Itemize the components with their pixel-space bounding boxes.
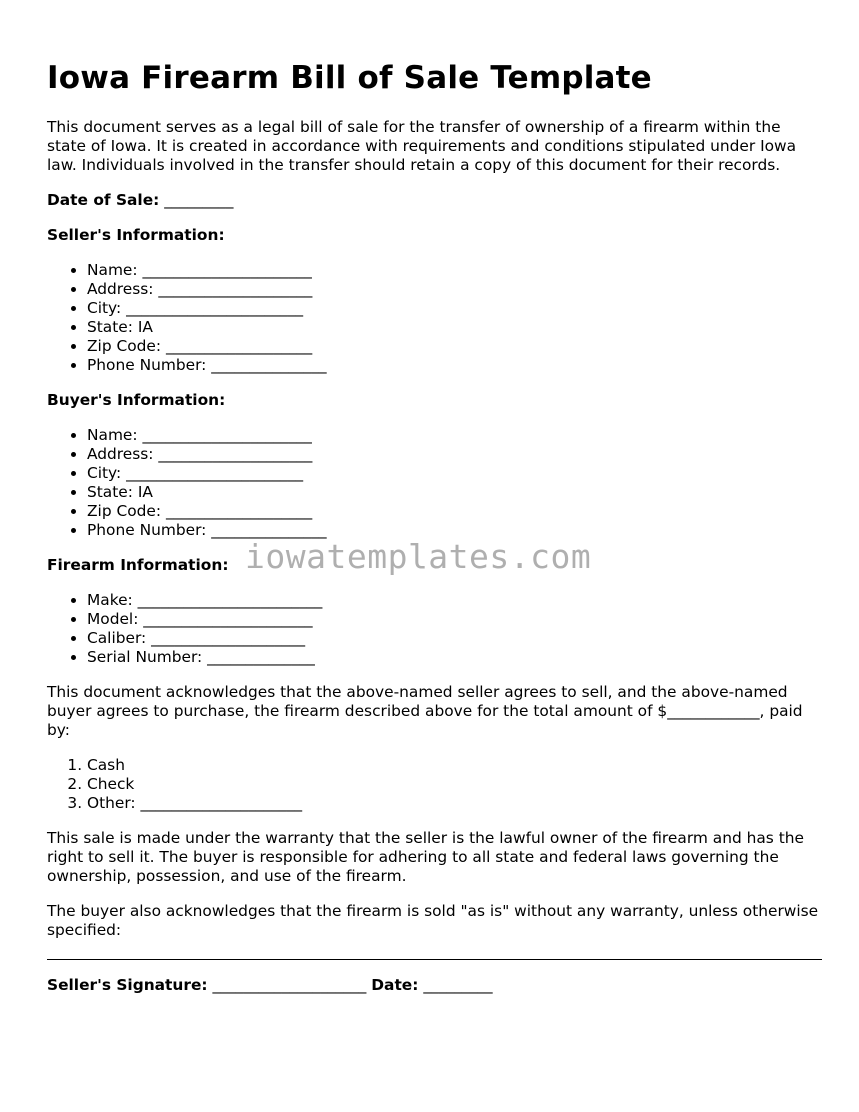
list-item: • State: IA xyxy=(87,483,822,502)
seller-info-list xyxy=(47,261,822,375)
list-item: • Name: ______________________ xyxy=(87,261,822,280)
date-of-sale-blank: _________ xyxy=(164,191,234,209)
buyer-info-list xyxy=(47,426,822,540)
firearm-info-list xyxy=(47,591,822,667)
list-item: • Address: ____________________ xyxy=(87,445,822,464)
document-title: Iowa Firearm Bill of Sale Template xyxy=(47,60,652,96)
acknowledgement-paragraph: This document acknowledges that the above-named seller agrees to sell, and the above-named buyer agrees to purchase, the firearm described above for the total amount of $____________, paid by: xyxy=(47,683,803,739)
signature-line xyxy=(47,976,822,995)
signature-date-label: Date: xyxy=(371,976,419,994)
date-of-sale-label: Date of Sale: xyxy=(47,191,160,209)
payment-methods-list xyxy=(47,756,822,813)
list-item: • Model: ______________________ xyxy=(87,610,822,629)
list-item: 2. Check xyxy=(87,775,822,794)
list-item: • Zip Code: ___________________ xyxy=(87,502,822,521)
horizontal-rule xyxy=(47,959,822,960)
list-item: • City: _______________________ xyxy=(87,464,822,483)
as-is-paragraph: The buyer also acknowledges that the firearm is sold "as is" without any warranty, unless otherwise specified: xyxy=(47,902,819,939)
signature-date-blank: _________ xyxy=(423,976,493,994)
list-item: • Address: ____________________ xyxy=(87,280,822,299)
seller-heading: Seller's Information: xyxy=(47,226,225,244)
list-item: • City: _______________________ xyxy=(87,299,822,318)
seller-signature-blank: ____________________ xyxy=(212,976,367,994)
list-item: • Serial Number: ______________ xyxy=(87,648,822,667)
intro-paragraph: This document serves as a legal bill of sale for the transfer of ownership of a firearm within the state of Iowa. It is created in accordance with requirements and conditions stipulated under Iowa law. Individuals involved in the transfer should retain a copy of this document for their records. xyxy=(47,118,797,174)
list-item: • Phone Number: _______________ xyxy=(87,356,822,375)
date-of-sale xyxy=(47,191,822,210)
buyer-heading: Buyer's Information: xyxy=(47,391,226,409)
list-item: 1. Cash xyxy=(87,756,822,775)
document-page xyxy=(47,56,822,1011)
seller-signature-label: Seller's Signature: xyxy=(47,976,208,994)
firearm-heading: Firearm Information: xyxy=(47,556,229,574)
list-item: • Caliber: ____________________ xyxy=(87,629,822,648)
list-item: • Phone Number: _______________ xyxy=(87,521,822,540)
list-item: • Name: ______________________ xyxy=(87,426,822,445)
list-item: • Zip Code: ___________________ xyxy=(87,337,822,356)
list-item: 3. Other: _____________________ xyxy=(87,794,822,813)
list-item: • State: IA xyxy=(87,318,822,337)
warranty-paragraph: This sale is made under the warranty that the seller is the lawful owner of the firearm and has the right to sell it. The buyer is responsible for adhering to all state and federal laws governing the ownership, possession, and use of the firearm. xyxy=(47,829,804,885)
watermark: iowatemplates.com xyxy=(245,537,592,576)
list-item: • Make: ________________________ xyxy=(87,591,822,610)
